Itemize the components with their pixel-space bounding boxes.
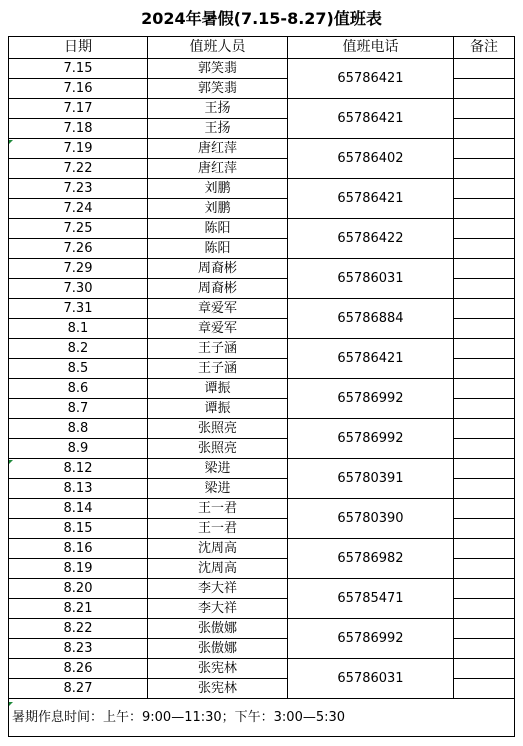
table-row [9,659,515,679]
remark-cell[interactable] [454,119,515,139]
header-date[interactable]: 日期 [9,37,148,59]
phone-cell[interactable]: 65786031 [288,659,454,699]
person-cell[interactable]: 王扬 [148,119,288,139]
table-row [9,419,515,439]
remark-cell[interactable] [454,159,515,179]
person-cell[interactable]: 沈周高 [148,539,288,559]
remark-cell[interactable] [454,479,515,499]
table-row [9,299,515,319]
person-cell[interactable]: 沈周高 [148,559,288,579]
date-cell[interactable]: 7.23 [9,179,148,199]
date-cell[interactable]: 8.5 [9,359,148,379]
date-cell[interactable]: 8.14 [9,499,148,519]
person-cell[interactable]: 张傲娜 [148,619,288,639]
person-cell[interactable]: 陈阳 [148,219,288,239]
date-cell[interactable]: 7.31 [9,299,148,319]
comment-marker [9,140,13,144]
person-cell[interactable]: 陈阳 [148,239,288,259]
remark-cell[interactable] [454,559,515,579]
person-cell[interactable]: 章爱军 [148,319,288,339]
date-cell[interactable]: 7.22 [9,159,148,179]
remark-cell[interactable] [454,99,515,119]
phone-cell[interactable]: 65786031 [288,259,454,299]
remark-cell[interactable] [454,239,515,259]
person-cell[interactable]: 王扬 [148,99,288,119]
person-cell[interactable]: 李大祥 [148,579,288,599]
remark-cell[interactable] [454,399,515,419]
person-cell[interactable]: 王一君 [148,499,288,519]
person-cell[interactable]: 章爱军 [148,299,288,319]
remark-cell[interactable] [454,639,515,659]
date-cell[interactable]: 7.26 [9,239,148,259]
date-cell[interactable]: 7.18 [9,119,148,139]
date-cell[interactable]: 7.25 [9,219,148,239]
date-cell[interactable]: 7.15 [9,59,148,79]
person-cell[interactable]: 谭振 [148,399,288,419]
phone-cell[interactable]: 65786992 [288,419,454,459]
table-row [9,579,515,599]
date-cell[interactable]: 7.19 [9,139,148,159]
remark-cell[interactable] [454,579,515,599]
date-cell[interactable]: 8.15 [9,519,148,539]
phone-cell[interactable]: 65780391 [288,459,454,499]
remark-cell[interactable] [454,219,515,239]
phone-cell[interactable]: 65786992 [288,379,454,419]
remark-cell[interactable] [454,599,515,619]
date-cell[interactable]: 7.17 [9,99,148,119]
date-cell[interactable]: 8.16 [9,539,148,559]
date-cell[interactable]: 8.20 [9,579,148,599]
footer-row [9,699,515,737]
remark-cell[interactable] [454,539,515,559]
table-row [9,459,515,479]
person-cell[interactable]: 梁进 [148,459,288,479]
phone-cell[interactable]: 65786992 [288,619,454,659]
remark-cell[interactable] [454,139,515,159]
remark-cell[interactable] [454,339,515,359]
remark-cell[interactable] [454,319,515,339]
date-cell[interactable]: 8.8 [9,419,148,439]
remark-cell[interactable] [454,459,515,479]
person-cell[interactable]: 张照亮 [148,439,288,459]
date-cell[interactable]: 8.2 [9,339,148,359]
person-cell[interactable]: 唐红萍 [148,159,288,179]
remark-cell[interactable] [454,419,515,439]
sheet-title: 2024年暑假(7.15-8.27)值班表 [141,9,382,28]
date-cell[interactable]: 7.29 [9,259,148,279]
remark-cell[interactable] [454,679,515,699]
remark-cell[interactable] [454,79,515,99]
table-body [9,59,515,699]
date-cell[interactable]: 7.16 [9,79,148,99]
table-row [9,59,515,79]
phone-cell[interactable]: 65786982 [288,539,454,579]
date-cell[interactable]: 8.12 [9,459,148,479]
person-cell[interactable]: 王子涵 [148,339,288,359]
remark-cell[interactable] [454,59,515,79]
date-cell[interactable]: 8.7 [9,399,148,419]
header-phone[interactable]: 值班电话 [288,37,454,59]
person-cell[interactable]: 王一君 [148,519,288,539]
remark-cell[interactable] [454,359,515,379]
person-cell[interactable]: 刘鹏 [148,199,288,219]
date-cell[interactable]: 8.21 [9,599,148,619]
remark-cell[interactable] [454,279,515,299]
table-row [9,139,515,159]
person-cell[interactable]: 梁进 [148,479,288,499]
person-cell[interactable]: 王子涵 [148,359,288,379]
person-cell[interactable]: 周裔彬 [148,279,288,299]
date-cell[interactable]: 8.1 [9,319,148,339]
remark-cell[interactable] [454,439,515,459]
date-cell[interactable]: 7.30 [9,279,148,299]
phone-cell[interactable]: 65786402 [288,139,454,179]
remark-cell[interactable] [454,259,515,279]
schedule-note[interactable]: 暑期作息时间：上午：9:00—11:30；下午：3:00—5:30 [9,699,515,737]
date-cell[interactable]: 8.22 [9,619,148,639]
person-cell[interactable]: 郭笑翡 [148,59,288,79]
date-cell[interactable]: 8.19 [9,559,148,579]
comment-marker [9,460,13,464]
duty-table [8,36,515,737]
table-row [9,99,515,119]
phone-cell[interactable]: 65780390 [288,499,454,539]
table-row [9,259,515,279]
remark-cell[interactable] [454,659,515,679]
remark-cell[interactable] [454,299,515,319]
remark-cell[interactable] [454,179,515,199]
person-cell[interactable]: 唐红萍 [148,139,288,159]
table-row [9,619,515,639]
remark-cell[interactable] [454,499,515,519]
person-cell[interactable]: 谭振 [148,379,288,399]
phone-cell[interactable]: 65786884 [288,299,454,339]
header-person[interactable]: 值班人员 [148,37,288,59]
header-row [9,37,515,59]
person-cell[interactable]: 张傲娜 [148,639,288,659]
date-cell[interactable]: 8.26 [9,659,148,679]
person-cell[interactable]: 张宪林 [148,659,288,679]
phone-cell[interactable]: 65786421 [288,99,454,139]
phone-cell[interactable]: 65786421 [288,339,454,379]
date-cell[interactable]: 8.13 [9,479,148,499]
phone-cell[interactable]: 65786422 [288,219,454,259]
table-row [9,339,515,359]
person-cell[interactable]: 郭笑翡 [148,79,288,99]
phone-cell[interactable]: 65786421 [288,179,454,219]
remark-cell[interactable] [454,379,515,399]
remark-cell[interactable] [454,199,515,219]
person-cell[interactable]: 刘鹏 [148,179,288,199]
comment-marker [9,702,13,706]
person-cell[interactable]: 张宪林 [148,679,288,699]
date-cell[interactable]: 8.23 [9,639,148,659]
table-row [9,499,515,519]
header-remark[interactable]: 备注 [454,37,515,59]
table-row [9,539,515,559]
phone-cell[interactable]: 65786421 [288,59,454,99]
table-row [9,179,515,199]
person-cell[interactable]: 张照亮 [148,419,288,439]
table-row [9,379,515,399]
person-cell[interactable]: 周裔彬 [148,259,288,279]
phone-cell[interactable]: 65785471 [288,579,454,619]
remark-cell[interactable] [454,519,515,539]
person-cell[interactable]: 李大祥 [148,599,288,619]
date-cell[interactable]: 8.6 [9,379,148,399]
date-cell[interactable]: 7.24 [9,199,148,219]
date-cell[interactable]: 8.27 [9,679,148,699]
date-cell[interactable]: 8.9 [9,439,148,459]
table-row [9,219,515,239]
remark-cell[interactable] [454,619,515,639]
